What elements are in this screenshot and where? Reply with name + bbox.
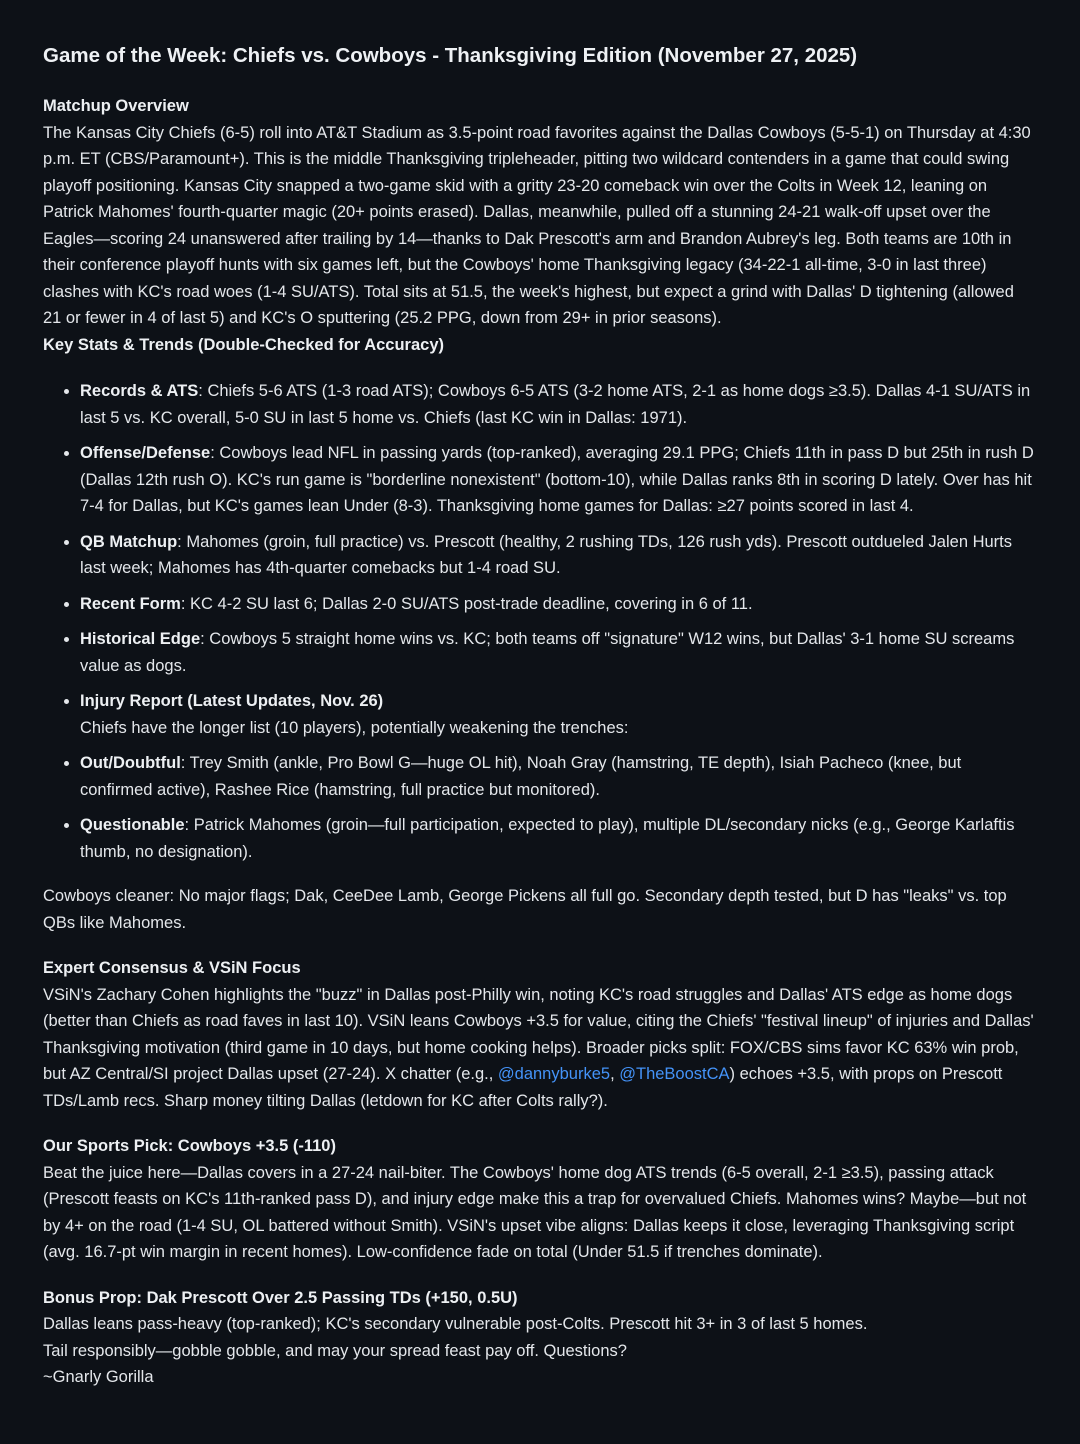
list-item-recent-form <box>80 591 1036 618</box>
expert-text-before-links: VSiN's Zachary Cohen highlights the "buzz" in Dallas post-Philly win, noting KC's road struggles and Dallas' ATS edge as home dogs (better than Chiefs as road faves in last 10). VSiN leans Cowboys +3.5 for value, citing the Chiefs' "festival lineup" of injuries and Dallas' Thanksgiving motivation (third game in 10 days, but home cooking helps). Broader picks split: FOX/CBS sims favor KC 63% win prob, but AZ Central/SI project Dallas upset (27-24). X chatter (e.g., <box>43 985 1034 1083</box>
expert-consensus-paragraph <box>43 982 1036 1115</box>
section-heading-bonus-prop: Bonus Prop: Dak Prescott Over 2.5 Passing TDs (+150, 0.5U) <box>43 1288 518 1307</box>
closing-line: Tail responsibly—gobble gobble, and may your spread feast pay off. Questions? <box>43 1341 627 1360</box>
list-item-qb-matchup <box>80 529 1036 582</box>
cowboys-cleaner-paragraph: Cowboys cleaner: No major flags; Dak, CeeDee Lamb, George Pickens all full go. Secondary depth tested, but D has "leaks" vs. top QBs like Mahomes. <box>43 887 1007 932</box>
bullet-text: : Trey Smith (ankle, Pro Bowl G—huge OL hit), Noah Gray (hamstring, TE depth), Isiah Pacheco (knee, but confirmed active), Rashee Rice (hamstring, full practice but monitored). <box>80 754 962 799</box>
bullet-text: : KC 4-2 SU last 6; Dallas 2-0 SU/ATS post-trade deadline, covering in 6 of 11. <box>180 594 753 613</box>
signature: ~Gnarly Gorilla <box>43 1368 154 1386</box>
list-item-offense-defense <box>80 440 1036 520</box>
bonus-prop-paragraph <box>43 1311 1036 1391</box>
bonus-prop-line: Dallas leans pass-heavy (top-ranked); KC's secondary vulnerable post-Colts. Prescott hit 3+ in 3 of last 5 homes. <box>43 1315 868 1333</box>
bullet-label: Questionable <box>80 816 185 834</box>
sports-pick-paragraph: Beat the juice here—Dallas covers in a 27-24 nail-biter. The Cowboys' home dog ATS trends (6-5 overall, 2-1 ≥3.5), passing attack (Prescott feasts on KC's 11th-ranked pass D), and injury edge make this a trap for overvalued Chiefs. Mahomes wins? Maybe—but not by 4+ on the road (1-4 SU, OL battered without Smith). VSiN's upset vibe aligns: Dallas keeps it close, leveraging Thanksgiving script (avg. 16.7-pt win margin in recent homes). Low-confidence fade on total (Under 51.5 if trenches dominate). <box>43 1163 1027 1261</box>
expert-text-between-links: , <box>610 1065 620 1083</box>
list-item-out-doubtful <box>80 750 1036 803</box>
list-item-questionable <box>80 812 1036 865</box>
list-item-historical-edge <box>80 626 1036 679</box>
bullet-label: QB Matchup <box>80 532 178 551</box>
bullet-text: : Mahomes (groin, full practice) vs. Prescott (healthy, 2 rushing TDs, 126 rush yds). Prescott outdueled Jalen Hurts last week; Mahomes has 4th-quarter comebacks but 1-4 road SU. <box>80 532 1013 577</box>
bullet-label: Offense/Defense <box>80 444 211 462</box>
bullet-label: Injury Report (Latest Updates, Nov. 26) <box>80 692 384 710</box>
bullet-text: Chiefs have the longer list (10 players), potentially weakening the trenches: <box>80 718 629 737</box>
section-heading-matchup-overview: Matchup Overview <box>43 97 189 115</box>
bullet-text: : Chiefs 5-6 ATS (1-3 road ATS); Cowboys 6-5 ATS (3-2 home ATS, 2-1 as home dogs ≥3.5). Dallas 4-1 SU/ATS in last 5 vs. KC overall, 5-0 SU in last 5 home vs. Chiefs (last KC win in Dallas: 1971). <box>80 382 1031 427</box>
mention-link-dannyburke5[interactable]: @dannyburke5 <box>497 1065 611 1083</box>
list-item-injury-report <box>80 688 1036 741</box>
page-title: Game of the Week: Chiefs vs. Cowboys - Thanksgiving Edition (November 27, 2025) <box>43 44 858 67</box>
bullet-label: Historical Edge <box>80 630 201 648</box>
bullet-label: Records & ATS <box>80 382 199 400</box>
bullet-text: : Cowboys lead NFL in passing yards (top-ranked), averaging 29.1 PPG; Chiefs 11th in pass D but 25th in rush D (Dallas 12th rush O). KC's run game is "borderline nonexistent" (bottom-10), while Dallas ranks 8th in scoring D lately. Over has hit 7-4 for Dallas, but KC's games lean Under (8-3). Thanksgiving home games for Dallas: ≥27 points scored in last 4. <box>80 444 1034 515</box>
expert-text-after-links: ) echoes +3.5, with props on Prescott TDs/Lamb recs. Sharp money tilting Dallas (letdown for KC after Colts rally?). <box>43 1065 1003 1110</box>
bullet-label: Recent Form <box>80 594 181 613</box>
mention-link-theboostca[interactable]: @TheBoostCA <box>619 1065 730 1083</box>
key-stats-list <box>43 378 1036 865</box>
section-heading-sports-pick: Our Sports Pick: Cowboys +3.5 (-110) <box>43 1137 336 1155</box>
section-heading-expert-consensus: Expert Consensus & VSiN Focus <box>43 959 301 977</box>
section-heading-key-stats: Key Stats & Trends (Double-Checked for Accuracy) <box>43 335 444 354</box>
list-item-records-ats <box>80 378 1036 431</box>
bullet-text: : Patrick Mahomes (groin—full participation, expected to play), multiple DL/secondary nicks (e.g., George Karlaftis thumb, no designation). <box>80 816 1015 861</box>
bullet-label: Out/Doubtful <box>80 754 181 772</box>
matchup-overview-paragraph: The Kansas City Chiefs (6-5) roll into AT&T Stadium as 3.5-point road favorites against the Dallas Cowboys (5-5-1) on Thursday at 4:30 p.m. ET (CBS/Paramount+). This is the middle Thanksgiving tripleheader, pitting two wildcard contenders in a game that could swing playoff positioning. Kansas City snapped a two-game skid with a gritty 23-20 comeback win over the Colts in Week 12, leaning on Patrick Mahomes' fourth-quarter magic (20+ points erased). Dallas, meanwhile, pulled off a stunning 24-21 walk-off upset over the Eagles—scoring 24 unanswered after trailing by 14—thanks to Dak Prescott's arm and Brandon Aubrey's leg. Both teams are 10th in their conference playoff hunts with six games left, but the Cowboys' home Thanksgiving legacy (34-22-1 all-time, 3-0 in last three) clashes with KC's road woes (1-4 SU/ATS). Total sits at 51.5, the week's highest, but expect a grind with Dallas' D tightening (allowed 21 or fewer in 4 of last 5) and KC's O sputtering (25.2 PPG, down from 29+ in prior seasons). <box>43 123 1031 327</box>
bullet-text: : Cowboys 5 straight home wins vs. KC; both teams off "signature" W12 wins, but Dallas' 3-1 home SU screams value as dogs. <box>80 630 1015 675</box>
